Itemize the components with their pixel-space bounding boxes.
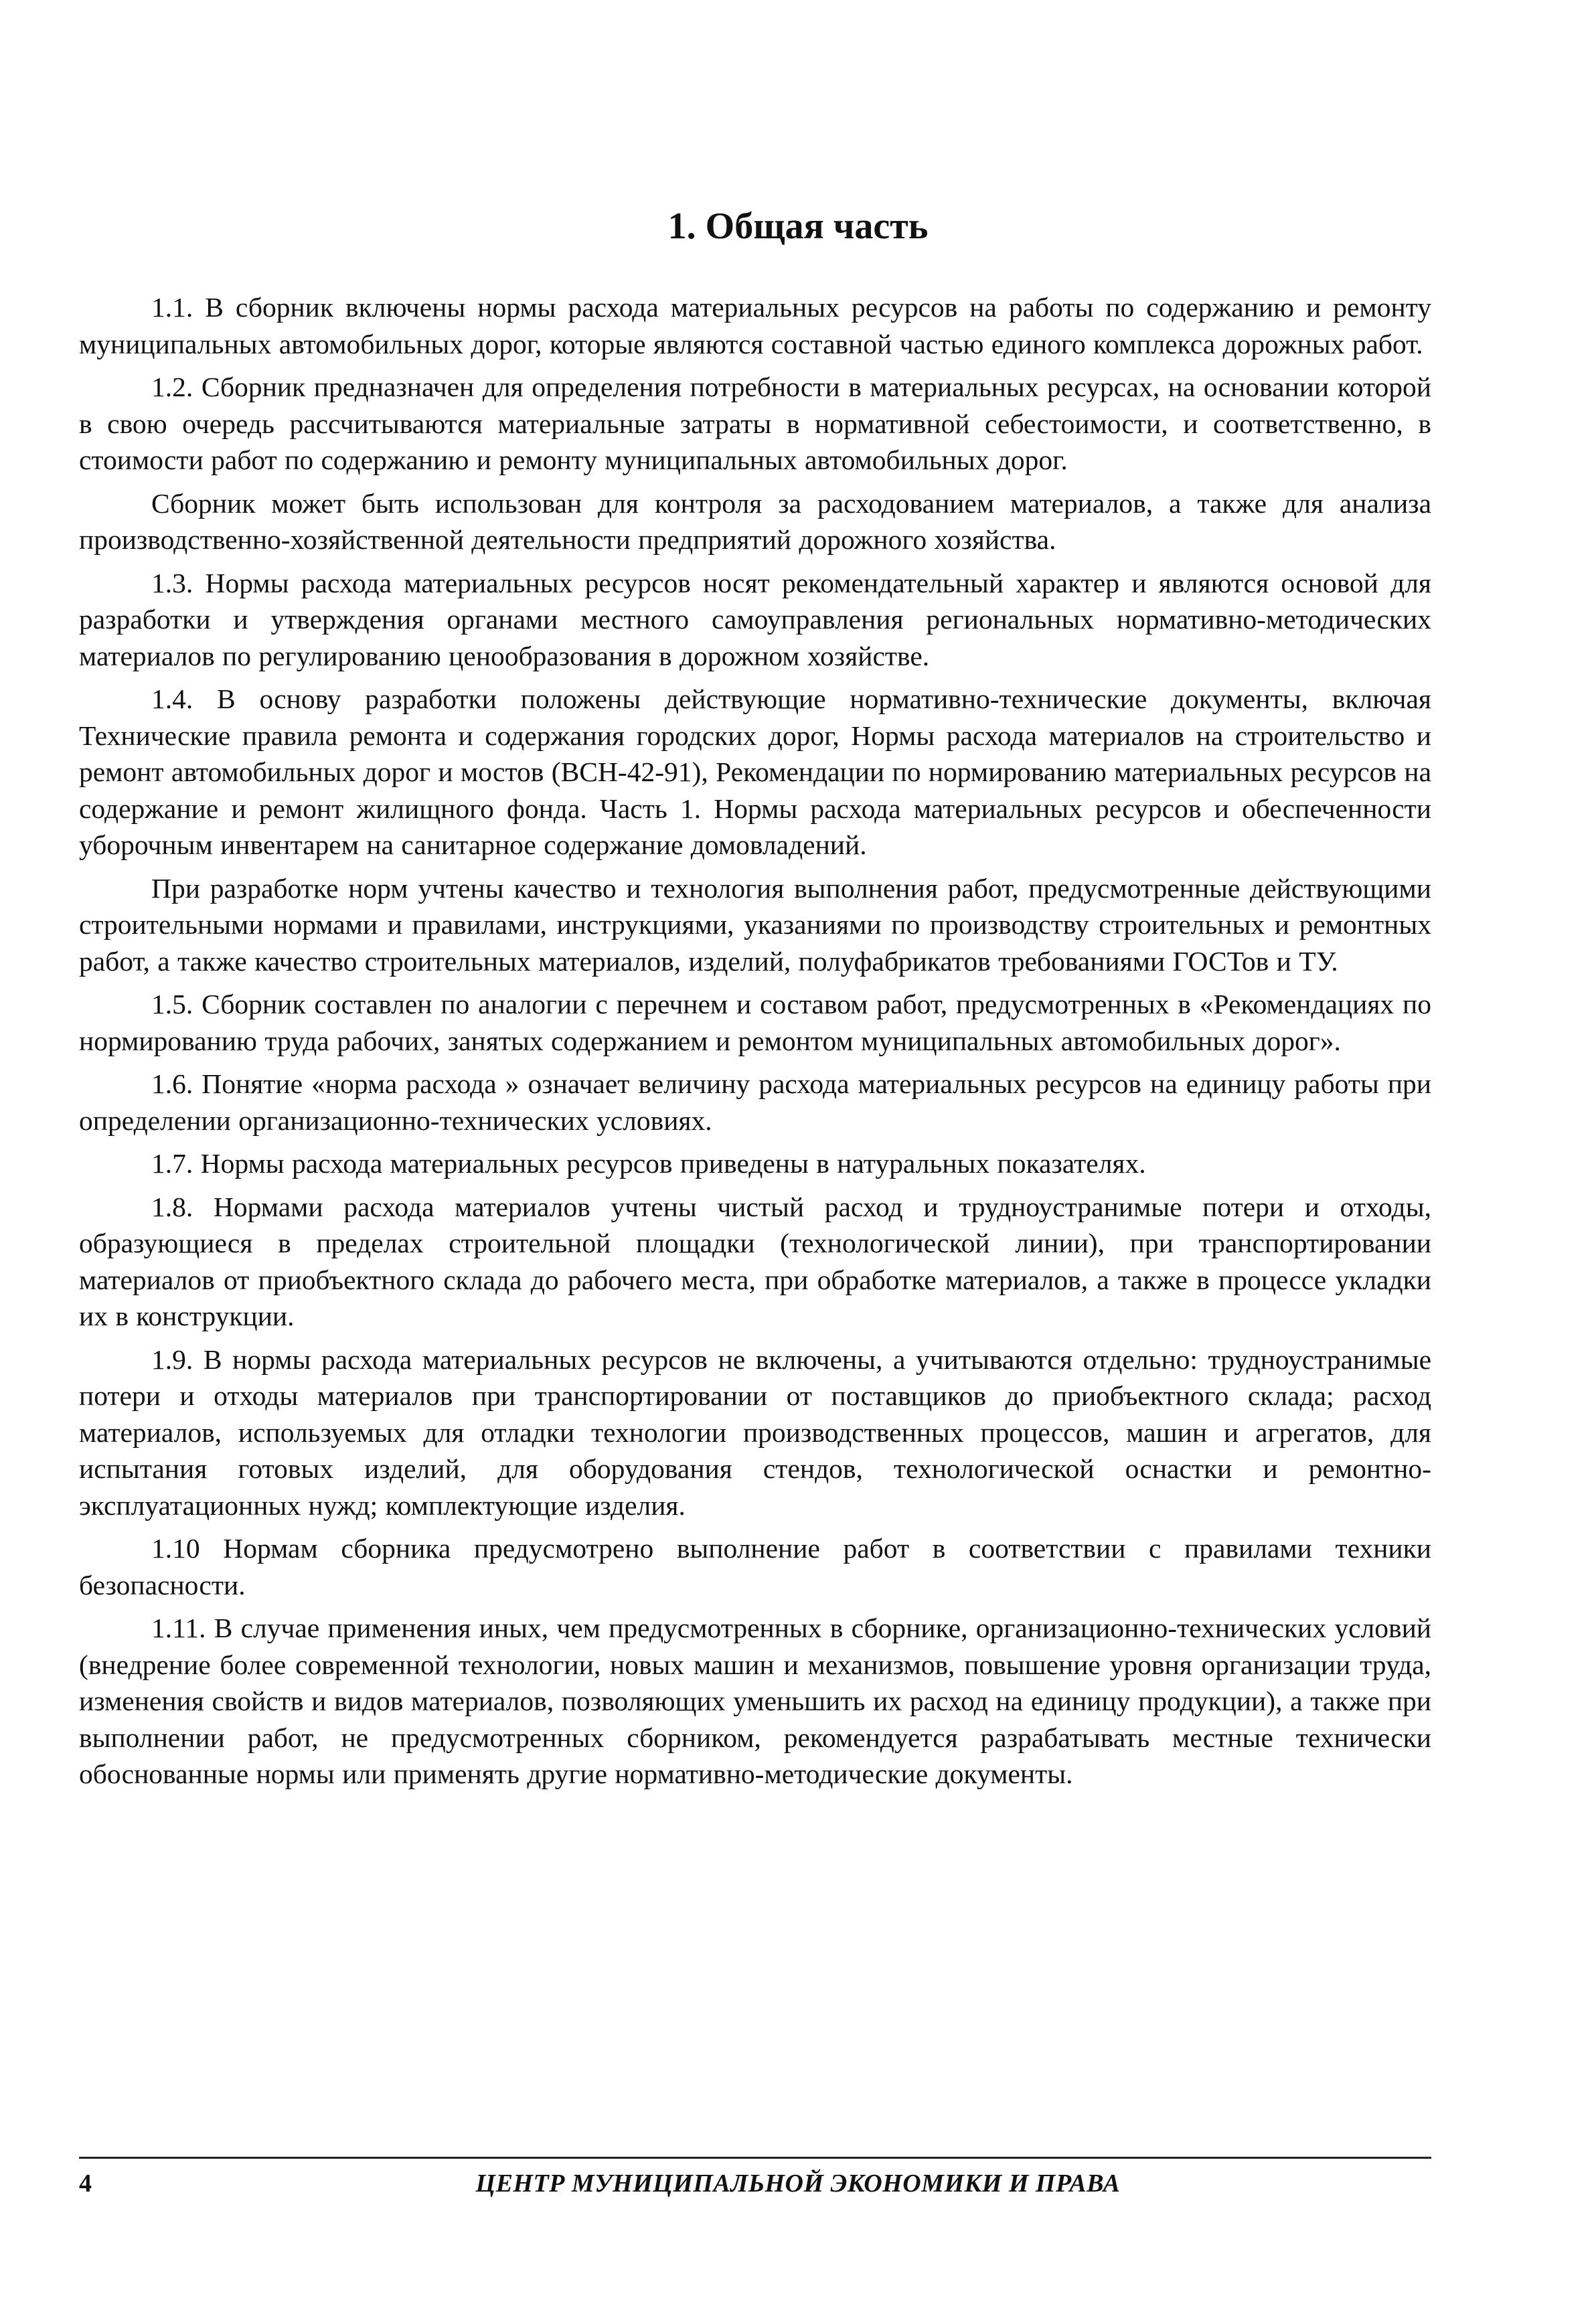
page-number: 4 bbox=[79, 2169, 92, 2198]
paragraph-1-4-continued: При разработке норм учтены качество и технология выполнения работ, предусмотренные действующими строительными нормами и правилами, инструкциями, указаниями по производству строительных и ремонтных работ, а также качество строительных материалов, изделий, полуфабрикатов требованиями ГОСТов и ТУ. bbox=[79, 872, 1431, 977]
paragraph-1-4: 1.4. В основу разработки положены действующие нормативно-технические документы, включая Технические правила ремонта и содержания городских дорог, Нормы расхода материалов на строительство и ремонт автомобильных дорог и мостов (ВСН-42-91), Рекомендации по нормированию материальных ресурсов на содержание и ремонт жилищного фонда. Часть 1. Нормы расхода материальных ресурсов и обеспеченности уборочным инвентарем на санитарное содержание домовладений. bbox=[79, 683, 1431, 860]
paragraph-1-8: 1.8. Нормами расхода материалов учтены чистый расход и трудноустранимые потери и отходы, образующиеся в пределах строительной площадки (технологической линии), при транспортировании материалов от приобъектного склада до рабочего места, при обработке материалов, а также в процессе укладки их в конструкции. bbox=[79, 1191, 1431, 1331]
paragraph-1-5: 1.5. Сборник составлен по аналогии с перечнем и составом работ, предусмотренных в «Рекомендациях по нормированию труда рабочих, занятых содержанием и ремонтом муниципальных автомобильных дорог». bbox=[79, 989, 1431, 1056]
paragraph-1-11: 1.11. В случае применения иных, чем предусмотренных в сборнике, организационно-технических условий (внедрение более современной технологии, новых машин и механизмов, повышение уровня организации труда, изменения свойств и видов материалов, позволяющих уменьшить их расход на единицу продукции), а также при выполнении работ, не предусмотренных сборником, рекомендуется разрабатывать местные технически обоснованные нормы или применять другие нормативно-методические документы. bbox=[79, 1613, 1431, 1789]
paragraph-1-2-continued: Сборник может быть использован для контроля за расходованием материалов, а также для анализа производственно-хозяйственной деятельности предприятий дорожного хозяйства. bbox=[79, 487, 1431, 555]
document-body bbox=[79, 289, 1431, 1799]
paragraph-1-7: 1.7. Нормы расхода материальных ресурсов приведены в натуральных показателях. bbox=[151, 1148, 1146, 1179]
paragraph-1-1: 1.1. В сборник включены нормы расхода материальных ресурсов на работы по содержанию и ремонту муниципальных автомобильных дорог, которые являются составной частью единого комплекса дорожных работ. bbox=[79, 292, 1431, 359]
footer-organization: ЦЕНТР МУНИЦИПАЛЬНОЙ ЭКОНОМИКИ И ПРАВА bbox=[475, 2169, 1121, 2198]
section-heading: 1. Общая часть bbox=[667, 206, 929, 247]
footer-divider bbox=[79, 2157, 1431, 2159]
paragraph-1-2: 1.2. Сборник предназначен для определения потребности в материальных ресурсах, на основании которой в свою очередь рассчитываются материальные затраты в нормативной себестоимости, и соответственно, в стоимости работ по содержанию и ремонту муниципальных автомобильных дорог. bbox=[79, 372, 1431, 475]
paragraph-1-3: 1.3. Нормы расхода материальных ресурсов носят рекомендательный характер и являются основой для разработки и утверждения органами местного самоуправления региональных нормативно-методических материалов по регулированию ценообразования в дорожном хозяйстве. bbox=[79, 567, 1431, 671]
paragraph-1-10: 1.10 Нормам сборника предусмотрено выполнение работ в соответствии с правилами техники безопасности. bbox=[79, 1533, 1431, 1600]
paragraph-1-6: 1.6. Понятие «норма расхода » означает величину расхода материальных ресурсов на единицу работы при определении организационно-технических условиях. bbox=[79, 1068, 1431, 1136]
paragraph-1-9: 1.9. В нормы расхода материальных ресурсов не включены, а учитываются отдельно: трудноустранимые потери и отходы материалов при транспортировании от поставщиков до приобъектного склада; расход материалов, используемых для отладки технологии производственных процессов, машин и агрегатов, для испытания готовых изделий, для оборудования стендов, технологической оснастки и ремонтно-эксплуатационных нужд; комплектующие изделия. bbox=[79, 1343, 1431, 1521]
